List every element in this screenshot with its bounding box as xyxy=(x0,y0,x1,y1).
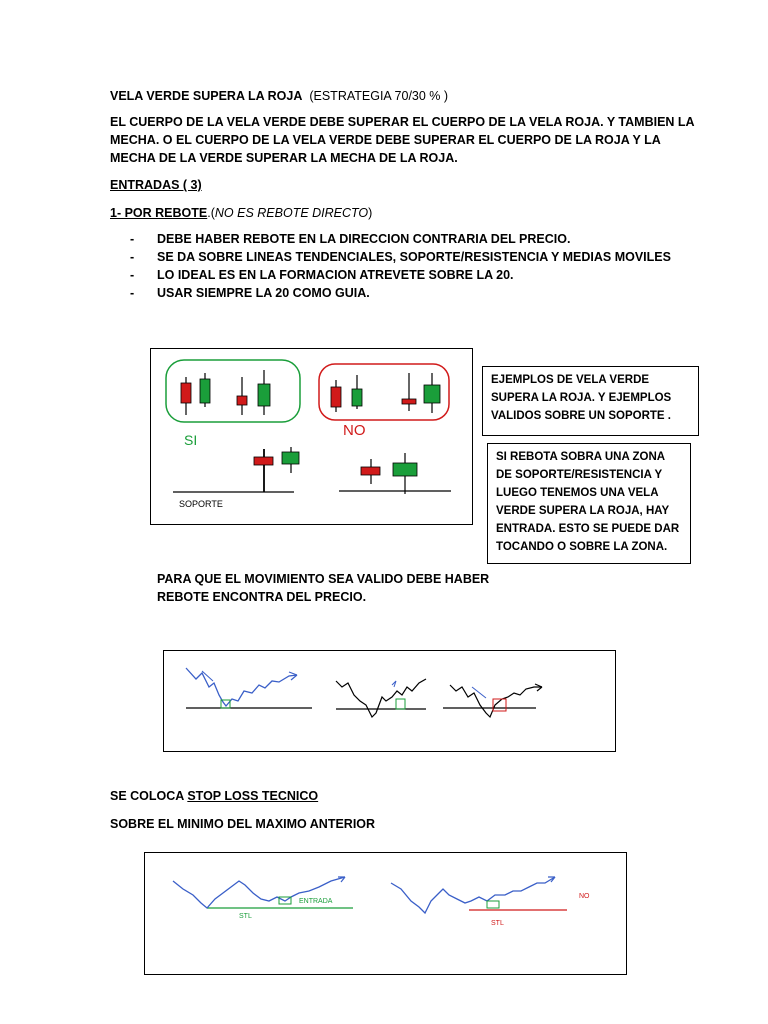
rebound-note: NO ES REBOTE DIRECTO xyxy=(214,206,369,220)
stop-loss-heading xyxy=(110,787,318,805)
note-line: TOCANDO O SOBRE LA ZONA. xyxy=(496,541,668,553)
stop-loss-prefix: SE COLOCA xyxy=(110,789,188,803)
stl-label-right: STL xyxy=(491,920,504,927)
label-soporte: SOPORTE xyxy=(179,499,223,509)
list-item: - SE DA SOBRE LINEAS TENDENCIALES, SOPORTE/RESISTENCIA Y MEDIAS MOVILES xyxy=(130,248,671,266)
entries-heading: ENTRADAS ( 3) xyxy=(110,178,202,192)
note-box-examples xyxy=(482,366,699,436)
candle-red xyxy=(254,449,273,492)
title-main: VELA VERDE SUPERA LA ROJA xyxy=(110,89,303,103)
candle-green xyxy=(200,373,210,407)
movement-line-1: PARA QUE EL MOVIMIENTO SEA VALIDO DEBE HABER xyxy=(157,572,490,586)
entry-label: ENTRADA xyxy=(299,898,333,905)
note-line: VERDE SUPERA LA ROJA, HAY xyxy=(496,505,670,517)
candle-green xyxy=(424,373,440,413)
note-line: VALIDOS SOBRE UN SOPORTE . xyxy=(491,410,671,422)
candle-green xyxy=(352,375,362,409)
rebound-drawing xyxy=(164,651,615,751)
label-no: NO xyxy=(343,422,366,439)
price-path xyxy=(391,877,555,913)
candle-red xyxy=(331,380,341,412)
candle-red xyxy=(237,377,247,415)
rebound-label: 1- POR REBOTE xyxy=(110,206,208,220)
price-path xyxy=(336,679,426,717)
candle-green xyxy=(393,453,417,494)
note-line: DE SOPORTE/RESISTENCIA Y xyxy=(496,469,663,481)
label-si: SI xyxy=(184,432,198,448)
stop-loss-drawing xyxy=(145,853,626,974)
stop-loss-figure xyxy=(144,852,627,975)
note-line: SUPERA LA ROJA. Y EJEMPLOS xyxy=(491,392,672,404)
intro-line-2: MECHA. O EL CUERPO DE LA VELA VERDE DEBE SUPERAR EL CUERPO DE LA ROJA Y LA xyxy=(110,133,661,147)
list-item: - DEBE HABER REBOTE EN LA DIRECCION CONTRARIA DEL PRECIO. xyxy=(130,230,671,248)
candles-drawing xyxy=(151,349,472,524)
stop-loss-emphasis: STOP LOSS TECNICO xyxy=(187,789,319,803)
note-line: ENTRADA. ESTO SE PUEDE DAR xyxy=(496,523,680,535)
rebound-close: ) xyxy=(368,206,373,220)
candle-red xyxy=(181,377,191,415)
candle-green xyxy=(258,370,270,415)
candle-red xyxy=(402,373,416,411)
rebound-figure xyxy=(163,650,616,752)
candle-green xyxy=(282,447,299,473)
note-line: LUEGO TENEMOS UNA VELA xyxy=(496,487,659,499)
candle-red xyxy=(361,459,380,484)
rules-list xyxy=(130,230,671,302)
intro-line-1: EL CUERPO DE LA VELA VERDE DEBE SUPERAR EL CUERPO DE LA VELA ROJA. Y TAMBIEN LA xyxy=(110,115,695,129)
entry-marker xyxy=(487,901,499,908)
note-box-rebound xyxy=(487,443,691,564)
list-item: - LO IDEAL ES EN LA FORMACION ATREVETE SOBRE LA 20. xyxy=(130,266,671,284)
price-path xyxy=(450,685,542,717)
arrow-stroke xyxy=(392,681,396,687)
candles-figure xyxy=(150,348,473,525)
title-suffix: (ESTRATEGIA 70/30 % ) xyxy=(309,89,449,103)
doc-title xyxy=(110,87,448,105)
note-line: SI REBOTA SOBRA UNA ZONA xyxy=(496,451,666,463)
stl-label-left: STL xyxy=(239,913,252,920)
intro-line-3: MECHA DE LA VERDE SUPERAR LA MECHA DE LA ROJA. xyxy=(110,151,458,165)
no-label: NO xyxy=(579,893,590,900)
stop-loss-rule: SOBRE EL MINIMO DEL MAXIMO ANTERIOR xyxy=(110,817,376,831)
rebound-heading xyxy=(110,204,372,222)
note-line: EJEMPLOS DE VELA VERDE xyxy=(491,374,650,386)
movement-line-2: REBOTE ENCONTRA DEL PRECIO. xyxy=(157,590,367,604)
price-path xyxy=(186,668,297,706)
entry-marker xyxy=(396,699,405,709)
rebound-dot: .( xyxy=(207,206,215,220)
list-item: - USAR SIEMPRE LA 20 COMO GUIA. xyxy=(130,284,671,302)
